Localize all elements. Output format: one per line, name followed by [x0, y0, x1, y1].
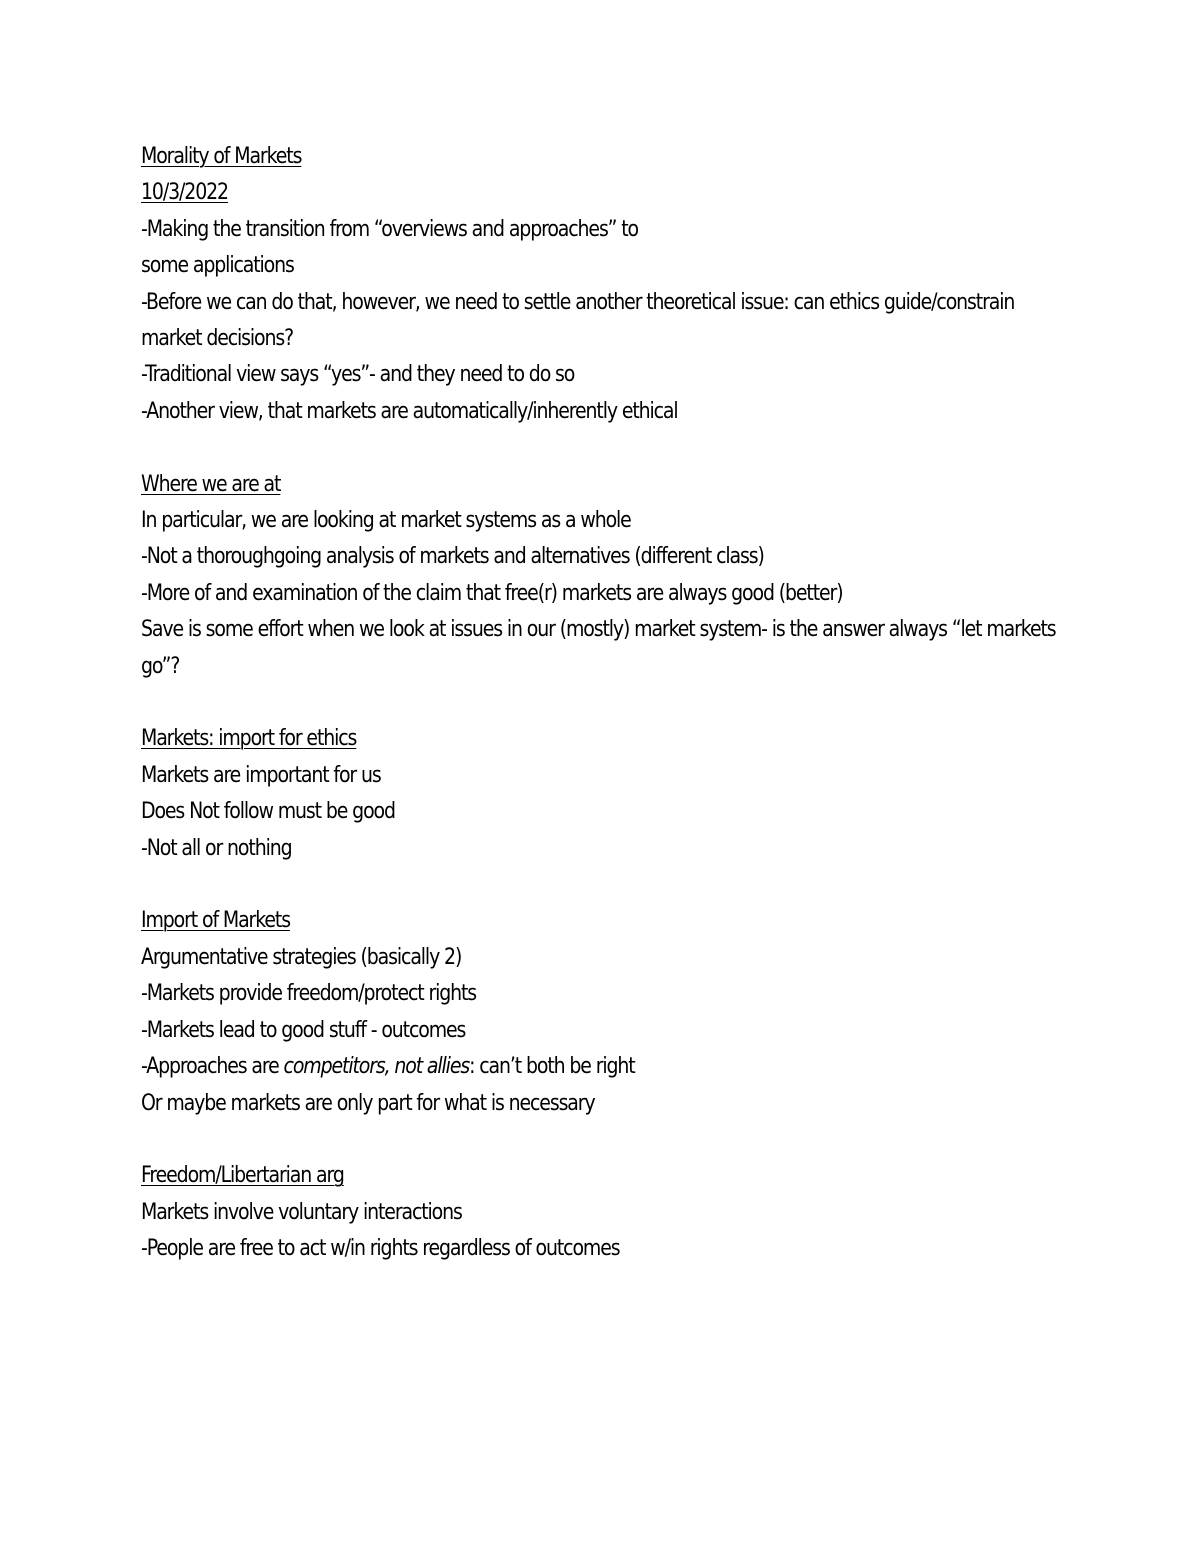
where-line: Save is some effort when we look at issues in our (mostly) market system- is the answer always “let markets go”?: [141, 617, 1056, 679]
markets-import-line: -Not all or nothing: [141, 835, 292, 861]
intro-line: some applications: [141, 253, 294, 279]
document-title: Morality of Markets: [141, 144, 302, 169]
markets-import-line: Does Not follow must be good: [141, 799, 395, 825]
approaches-suffix: : can’t both be right: [469, 1054, 635, 1080]
where-line: -Not a thoroughgoing analysis of markets and alternatives (different class): [141, 544, 764, 570]
markets-import-line: Markets are important for us: [141, 762, 381, 788]
spacer: [141, 867, 941, 903]
spacer: [141, 685, 941, 721]
import-line: Or maybe markets are only part for what is necessary: [141, 1090, 595, 1116]
notes-body: [141, 139, 1056, 1268]
freedom-line: -People are free to act w/in rights regardless of outcomes: [141, 1236, 620, 1262]
document-date: 10/3/2022: [141, 180, 228, 206]
approaches-italic: competitors, not allies: [283, 1054, 470, 1080]
where-line: -More of and examination of the claim that free(r) markets are always good (better): [141, 580, 843, 606]
intro-line: -Another view, that markets are automatically/inherently ethical: [141, 398, 678, 424]
intro-line: -Before we can do that, however, we need to settle another theoretical issue: can ethics guide/constrain market decisions?: [141, 289, 1015, 352]
import-line: Argumentative strategies (basically 2): [141, 944, 462, 970]
approaches-prefix: -Approaches are: [141, 1054, 284, 1080]
section-heading-markets-import: Markets: import for ethics: [141, 726, 357, 752]
intro-line: -Traditional view says “yes”- and they need to do so: [141, 362, 575, 388]
approaches-line: [141, 1049, 941, 1085]
section-heading-import-of-markets: Import of Markets: [141, 908, 290, 934]
where-line: In particular, we are looking at market systems as a whole: [141, 508, 631, 534]
spacer: [141, 1122, 941, 1158]
freedom-line: Markets involve voluntary interactions: [141, 1199, 462, 1225]
spacer: [141, 430, 941, 466]
import-line: -Markets provide freedom/protect rights: [141, 981, 477, 1007]
intro-line: -Making the transition from “overviews and approaches” to: [141, 216, 639, 242]
import-line: -Markets lead to good stuff - outcomes: [141, 1017, 466, 1043]
section-heading-freedom: Freedom/Libertarian arg: [141, 1163, 344, 1189]
section-heading-where: Where we are at: [141, 471, 281, 497]
